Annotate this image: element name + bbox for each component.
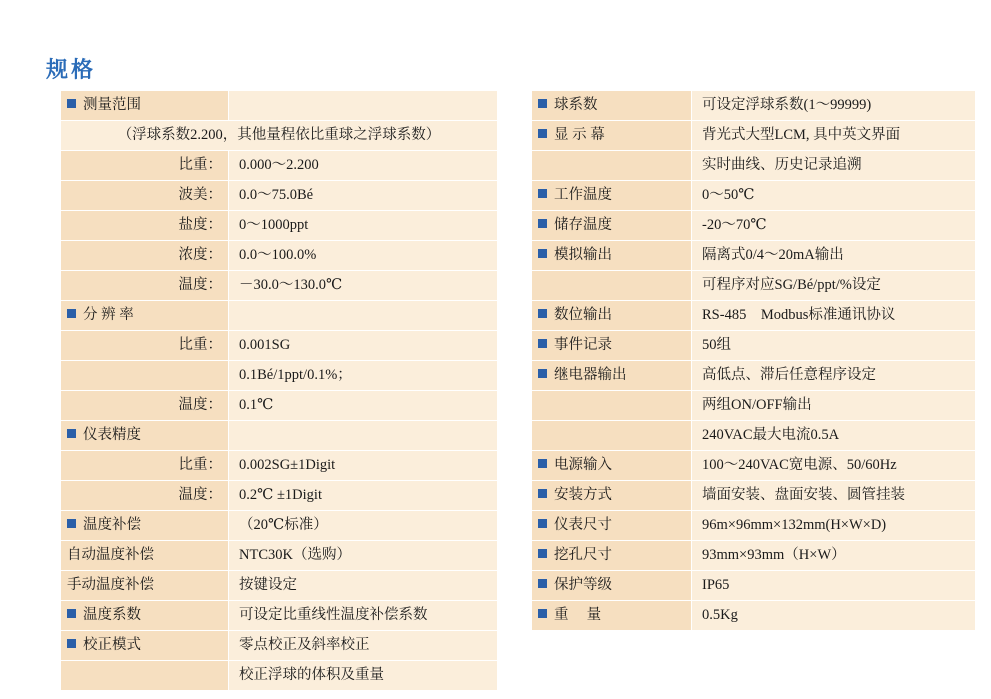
blue-square-icon bbox=[538, 369, 547, 378]
table-value-text: RS-485 Modbus标准通讯协议 bbox=[702, 306, 896, 323]
table-label-text: 继电器输出 bbox=[554, 366, 627, 383]
table-label-cell bbox=[61, 661, 229, 691]
table-value-text: 0.1℃ bbox=[239, 396, 274, 413]
table-label-text: 温度补偿 bbox=[83, 516, 141, 533]
table-label-cell bbox=[532, 361, 692, 391]
table-value-text: 0.5Kg bbox=[702, 606, 738, 623]
table-row bbox=[61, 511, 498, 541]
table-label-text: 温度系数 bbox=[83, 606, 141, 623]
blue-square-icon bbox=[538, 129, 547, 138]
table-row bbox=[61, 661, 498, 691]
table-label-cell bbox=[61, 91, 229, 121]
table-label-text: 安装方式 bbox=[554, 486, 612, 503]
table-value-cell bbox=[229, 571, 498, 601]
table-row bbox=[532, 421, 976, 451]
table-label-text: 保护等级 bbox=[554, 576, 612, 593]
table-value-cell bbox=[692, 181, 976, 211]
table-label-cell bbox=[532, 481, 692, 511]
table-row bbox=[61, 571, 498, 601]
table-label-text: 事件记录 bbox=[554, 336, 612, 353]
table-value-text: 0.0～75.0Bé bbox=[239, 186, 314, 203]
table-value-cell bbox=[692, 391, 976, 421]
table-value-cell bbox=[692, 121, 976, 151]
table-label-text: 球系数 bbox=[554, 96, 598, 113]
table-label-cell bbox=[61, 211, 229, 241]
table-value-text: 93mm×93mm（H×W） bbox=[702, 546, 846, 563]
table-value-text: 0.002SG±1Digit bbox=[239, 456, 336, 473]
table-value-text: 0.000～2.200 bbox=[239, 156, 319, 173]
table-label-text: 分 辨 率 bbox=[83, 306, 134, 323]
table-label-text: 浓度： bbox=[178, 246, 222, 263]
table-value-cell bbox=[229, 331, 498, 361]
table-label-text: 显 示 幕 bbox=[554, 126, 605, 143]
table-row bbox=[61, 181, 498, 211]
blue-square-icon bbox=[538, 519, 547, 528]
table-value-text: 校正浮球的体积及重量 bbox=[239, 666, 384, 683]
specifications-table-left bbox=[60, 90, 498, 691]
table-label-cell bbox=[532, 391, 692, 421]
table-row bbox=[532, 331, 976, 361]
table-value-text: 按键设定 bbox=[239, 576, 297, 593]
table-value-cell bbox=[229, 91, 498, 121]
blue-square-icon bbox=[538, 339, 547, 348]
table-value-text: 零点校正及斜率校正 bbox=[239, 636, 370, 653]
table-row bbox=[61, 601, 498, 631]
table-label-cell bbox=[532, 91, 692, 121]
table-row bbox=[61, 331, 498, 361]
table-value-cell bbox=[692, 271, 976, 301]
table-label-cell bbox=[61, 241, 229, 271]
table-row bbox=[532, 91, 976, 121]
table-label-cell bbox=[61, 361, 229, 391]
table-row bbox=[61, 151, 498, 181]
table-left-body bbox=[61, 91, 498, 691]
table-value-cell bbox=[692, 571, 976, 601]
table-value-cell bbox=[229, 181, 498, 211]
table-label-cell bbox=[532, 121, 692, 151]
table-label-cell bbox=[532, 151, 692, 181]
table-row bbox=[532, 571, 976, 601]
table-value-cell bbox=[229, 451, 498, 481]
table-row bbox=[61, 541, 498, 571]
table-label-text: 波美： bbox=[178, 186, 222, 203]
table-row bbox=[532, 511, 976, 541]
table-value-cell bbox=[229, 151, 498, 181]
table-value-cell bbox=[229, 271, 498, 301]
table-value-text: 0～1000ppt bbox=[239, 216, 309, 233]
table-value-cell bbox=[692, 601, 976, 631]
table-row bbox=[61, 121, 498, 151]
table-value-cell bbox=[229, 601, 498, 631]
blue-square-icon bbox=[538, 459, 547, 468]
blue-square-icon bbox=[67, 639, 76, 648]
table-label-text: 自动温度补偿 bbox=[67, 546, 154, 563]
blue-square-icon bbox=[67, 429, 76, 438]
table-value-cell bbox=[692, 211, 976, 241]
table-label-cell bbox=[61, 631, 229, 661]
table-row bbox=[532, 241, 976, 271]
table-value-text: 背光式大型LCM, 具中英文界面 bbox=[702, 126, 901, 143]
table-row bbox=[61, 301, 498, 331]
table-row bbox=[61, 391, 498, 421]
table-label-text: 温度： bbox=[178, 276, 222, 293]
table-label-text: 仪表尺寸 bbox=[554, 516, 612, 533]
table-label-cell bbox=[61, 181, 229, 211]
table-label-cell bbox=[532, 301, 692, 331]
table-row bbox=[532, 301, 976, 331]
table-value-cell bbox=[229, 241, 498, 271]
table-value-cell bbox=[692, 331, 976, 361]
table-label-cell bbox=[532, 421, 692, 451]
table-right-body bbox=[532, 91, 976, 631]
table-value-cell bbox=[229, 481, 498, 511]
blue-square-icon bbox=[67, 609, 76, 618]
table-value-text: 0.001SG bbox=[239, 336, 291, 353]
table-value-text: 0.0～100.0% bbox=[239, 246, 317, 263]
table-value-cell bbox=[229, 541, 498, 571]
table-label-cell bbox=[532, 271, 692, 301]
table-value-cell bbox=[692, 361, 976, 391]
table-row bbox=[61, 91, 498, 121]
table-value-cell bbox=[229, 211, 498, 241]
table-label-cell bbox=[532, 601, 692, 631]
blue-square-icon bbox=[67, 519, 76, 528]
table-value-cell bbox=[692, 511, 976, 541]
table-row bbox=[532, 211, 976, 241]
table-value-text: 50组 bbox=[702, 336, 731, 353]
table-row bbox=[532, 271, 976, 301]
table-value-text: 可设定浮球系数(1～99999) bbox=[702, 96, 872, 113]
table-value-cell bbox=[229, 631, 498, 661]
table-value-text: 可设定比重线性温度补偿系数 bbox=[239, 606, 428, 623]
table-label-text: 重 量 bbox=[554, 606, 602, 623]
blue-square-icon bbox=[538, 549, 547, 558]
table-value-text: IP65 bbox=[702, 576, 730, 593]
table-value-text: 高低点、滞后任意程序设定 bbox=[702, 366, 876, 383]
blue-square-icon bbox=[538, 609, 547, 618]
table-value-cell bbox=[692, 91, 976, 121]
table-value-text: 隔离式0/4～20mA输出 bbox=[702, 246, 844, 263]
table-label-text: 挖孔尺寸 bbox=[554, 546, 612, 563]
table-value-cell bbox=[229, 421, 498, 451]
table-value-cell bbox=[229, 301, 498, 331]
table-label-text: 比重： bbox=[178, 156, 222, 173]
table-row bbox=[61, 361, 498, 391]
blue-square-icon bbox=[538, 249, 547, 258]
table-row bbox=[61, 451, 498, 481]
blue-square-icon bbox=[538, 99, 547, 108]
blue-square-icon bbox=[538, 489, 547, 498]
table-value-text: 0～50℃ bbox=[702, 186, 755, 203]
table-row bbox=[532, 151, 976, 181]
table-value-text: 实时曲线、历史记录追溯 bbox=[702, 156, 862, 173]
table-value-text: NTC30K（选购） bbox=[239, 546, 351, 563]
table-row bbox=[61, 631, 498, 661]
table-label-cell bbox=[532, 211, 692, 241]
table-label-cell bbox=[61, 151, 229, 181]
table-value-text: 两组ON/OFF输出 bbox=[702, 396, 812, 413]
table-row bbox=[532, 391, 976, 421]
table-label-text: 仪表精度 bbox=[83, 426, 141, 443]
table-value-cell bbox=[692, 451, 976, 481]
table-value-text: （20℃标准） bbox=[239, 516, 328, 533]
table-label-text: 工作温度 bbox=[554, 186, 612, 203]
table-label-cell bbox=[61, 601, 229, 631]
table-value-text: -20～70℃ bbox=[702, 216, 767, 233]
table-label-cell bbox=[61, 541, 229, 571]
table-label-cell bbox=[61, 331, 229, 361]
table-value-cell bbox=[692, 241, 976, 271]
table-row bbox=[532, 451, 976, 481]
table-row bbox=[61, 241, 498, 271]
table-label-text: 比重： bbox=[178, 456, 222, 473]
table-row bbox=[532, 181, 976, 211]
table-value-cell bbox=[692, 151, 976, 181]
table-label-cell bbox=[532, 241, 692, 271]
table-label-cell bbox=[532, 541, 692, 571]
table-row bbox=[532, 481, 976, 511]
table-label-text: 测量范围 bbox=[83, 96, 141, 113]
table-label-text: 储存温度 bbox=[554, 216, 612, 233]
table-value-cell bbox=[229, 361, 498, 391]
table-label-cell bbox=[61, 421, 229, 451]
table-label-cell bbox=[532, 331, 692, 361]
table-label-text: 数位输出 bbox=[554, 306, 612, 323]
table-note-text: （浮球系数2.200，其他量程依比重球之浮球系数） bbox=[117, 126, 441, 143]
table-value-text: 墙面安装、盘面安装、圆管挂装 bbox=[702, 486, 905, 503]
table-label-cell bbox=[532, 451, 692, 481]
table-value-text: －30.0～130.0℃ bbox=[239, 276, 343, 293]
table-note-cell bbox=[61, 121, 498, 151]
table-value-text: 100～240VAC宽电源、50/60Hz bbox=[702, 456, 897, 473]
table-label-cell bbox=[61, 481, 229, 511]
table-label-text: 温度： bbox=[178, 396, 222, 413]
blue-square-icon bbox=[538, 579, 547, 588]
table-value-cell bbox=[692, 421, 976, 451]
blue-square-icon bbox=[538, 219, 547, 228]
table-label-text: 比重： bbox=[178, 336, 222, 353]
table-value-text: 240VAC最大电流0.5A bbox=[702, 426, 840, 443]
blue-square-icon bbox=[538, 189, 547, 198]
table-value-cell bbox=[229, 661, 498, 691]
blue-square-icon bbox=[67, 99, 76, 108]
table-value-cell bbox=[692, 481, 976, 511]
table-row bbox=[61, 271, 498, 301]
table-label-cell bbox=[61, 511, 229, 541]
table-label-cell bbox=[61, 271, 229, 301]
table-row bbox=[532, 541, 976, 571]
table-row bbox=[61, 211, 498, 241]
table-label-cell bbox=[61, 391, 229, 421]
table-label-cell bbox=[61, 571, 229, 601]
table-label-text: 模拟输出 bbox=[554, 246, 612, 263]
table-label-cell bbox=[532, 511, 692, 541]
table-row bbox=[61, 421, 498, 451]
table-value-cell bbox=[229, 391, 498, 421]
table-label-text: 盐度： bbox=[178, 216, 222, 233]
table-label-text: 电源输入 bbox=[554, 456, 612, 473]
table-label-text: 校正模式 bbox=[83, 636, 141, 653]
table-row bbox=[61, 481, 498, 511]
specifications-table-right bbox=[531, 90, 976, 631]
table-value-cell bbox=[692, 301, 976, 331]
table-row bbox=[532, 121, 976, 151]
table-row bbox=[532, 601, 976, 631]
table-label-text: 温度： bbox=[178, 486, 222, 503]
table-label-text: 手动温度补偿 bbox=[67, 576, 154, 593]
table-row bbox=[532, 361, 976, 391]
table-label-cell bbox=[532, 571, 692, 601]
table-value-text: 0.2℃ ±1Digit bbox=[239, 486, 322, 503]
table-label-cell bbox=[61, 451, 229, 481]
table-value-cell bbox=[692, 541, 976, 571]
table-value-text: 96m×96mm×132mm(H×W×D) bbox=[702, 516, 887, 533]
blue-square-icon bbox=[538, 309, 547, 318]
blue-square-icon bbox=[67, 309, 76, 318]
table-label-cell bbox=[532, 181, 692, 211]
table-label-cell bbox=[61, 301, 229, 331]
table-value-cell bbox=[229, 511, 498, 541]
page-title: 规格 bbox=[46, 57, 97, 83]
table-value-text: 可程序对应SG/Bé/ppt/%设定 bbox=[702, 276, 881, 293]
table-value-text: 0.1Bé/1ppt/0.1%； bbox=[239, 366, 352, 383]
